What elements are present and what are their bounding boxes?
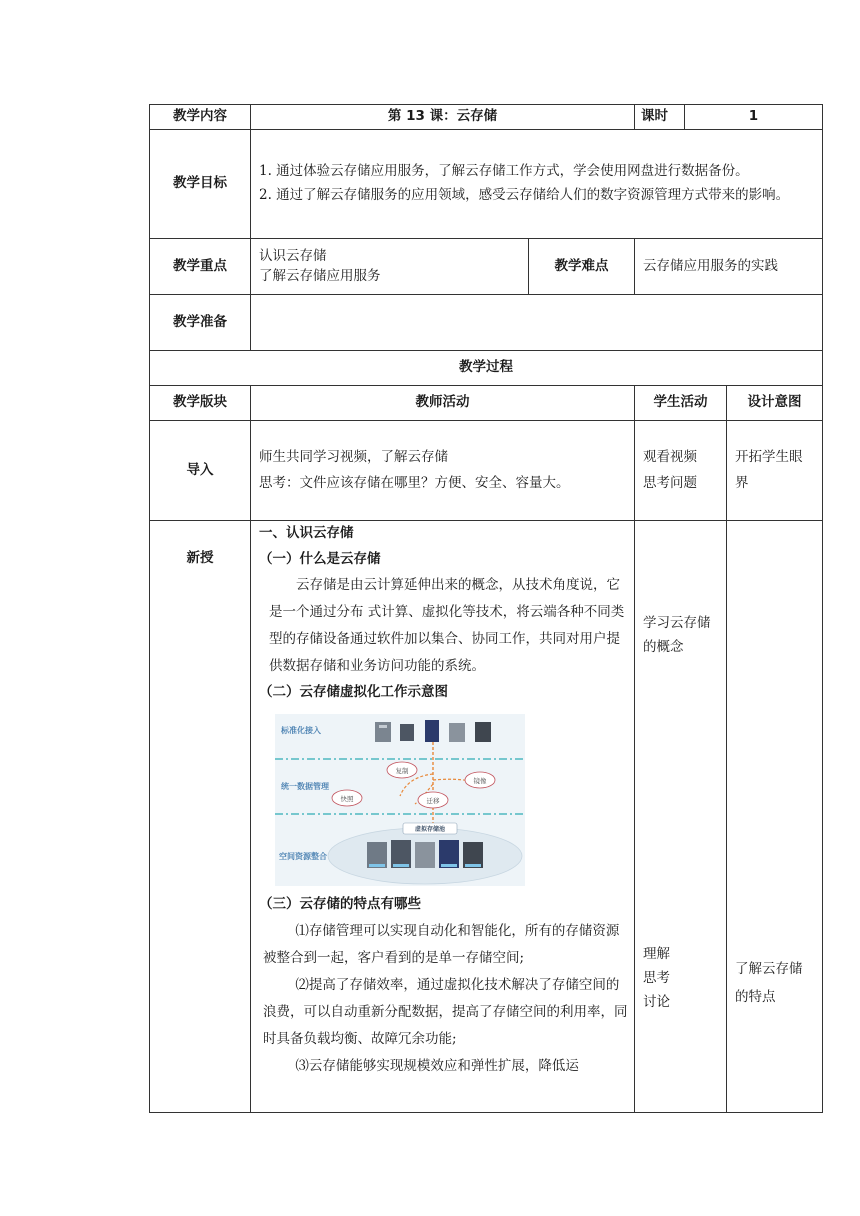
sub2-title: （二）云存储虚拟化工作示意图: [259, 684, 448, 701]
sub1-title: （一）什么是云存储: [259, 550, 381, 567]
intro-block-label: 导入: [150, 421, 251, 521]
process-header-row: [150, 386, 823, 421]
focus-line-2: 了解云存储应用服务: [259, 267, 381, 284]
new-design: [727, 521, 823, 1113]
focus-label: 教学重点: [150, 239, 251, 295]
layer2-label: 统一数据管理: [281, 781, 329, 791]
goals-row: [150, 130, 823, 239]
tag-snapshot: 快照: [340, 794, 354, 803]
intro-row: [150, 421, 823, 521]
pool-label: 虚拟存储池: [414, 825, 446, 833]
layer3-label: 空间资源整合: [279, 851, 327, 861]
layer1-label: 标准化接入: [281, 725, 321, 735]
focus-line-1: 认识云存储: [259, 247, 327, 264]
prep-label: 教学准备: [150, 295, 251, 351]
process-title: 教学过程: [150, 351, 823, 386]
student-concept: [643, 611, 718, 660]
focus-row: [150, 239, 823, 295]
design-features-line-2: 的特点: [735, 989, 776, 1006]
sub3-title: （三）云存储的特点有哪些: [259, 895, 421, 912]
new-lesson-row: [150, 521, 823, 1113]
col-student-header: 学生活动: [635, 386, 727, 421]
process-title-row: [150, 351, 823, 386]
col-design-header: 设计意图: [727, 386, 823, 421]
intro-teacher-line-1: 师生共同学习视频，了解云存储: [259, 448, 448, 465]
feature-1: ⑴存储管理可以实现自动化和智能化，所有的存储资源被整合到一起，客户看到的是单一存储空间;: [263, 922, 620, 966]
hours-label: 课时: [635, 105, 685, 130]
student-features: [643, 942, 718, 1015]
virtualization-diagram: [275, 714, 525, 886]
intro-student: [635, 421, 727, 521]
intro-design: 开拓学生眼界: [727, 421, 823, 521]
feature-2: ⑵提高了存储效率，通过虚拟化技术解决了存储空间的浪费，可以自动重新分配数据，提高了存储空间的利用率，同时具备负载均衡、故障冗余功能;: [263, 976, 628, 1047]
col-teacher-header: 教师活动: [251, 386, 635, 421]
prep-row: [150, 295, 823, 351]
tag-mirror: 镜像: [473, 776, 487, 785]
feature-3: ⑶云存储能够实现规模效应和弹性扩展，降低运: [295, 1057, 579, 1074]
goal-item-1: 1. 通过体验云存储应用服务，了解云存储工作方式，学会使用网盘进行数据备份。: [259, 163, 749, 180]
intro-teacher: [251, 421, 635, 521]
lesson-plan-table: [149, 104, 823, 1113]
student-features-line-2: 思考: [643, 969, 670, 986]
storage-array-icons: [367, 840, 483, 868]
new-student: [635, 521, 727, 1113]
lesson-plan: [149, 104, 822, 1113]
student-features-line-1: 理解: [643, 945, 670, 962]
difficulty-value: 云存储应用服务的实践: [635, 239, 823, 295]
hours-value: 1: [685, 105, 823, 130]
intro-student-line-1: 观看视频: [643, 448, 697, 465]
focus-content: [251, 239, 529, 295]
difficulty-label: 教学难点: [529, 239, 635, 295]
goal-item-2: 2. 通过了解云存储服务的应用领域，感受云存储给人们的数字资源管理方式带来的影响。: [259, 187, 790, 203]
lesson-title: 第 13 课：云存储: [251, 105, 635, 130]
header-row: [150, 105, 823, 130]
goals-label: 教学目标: [150, 130, 251, 239]
design-features: [735, 955, 814, 1012]
new-block-label: 新授: [150, 521, 251, 1113]
sub1-text: 云存储是由云计算延伸出来的概念，从技术角度说，它是一个通过分布 式计算、虚拟化等技术，将云端各种不同类型的存储设备通过软件加以集合、协同工作，共同对用户提供数据存储和业务访问功能的系统。: [269, 577, 625, 675]
student-concept-line-2: 的概念: [643, 639, 684, 656]
tag-copy: 复制: [395, 766, 409, 775]
student-concept-line-1: 学习云存储: [643, 615, 711, 631]
student-features-line-3: 讨论: [643, 994, 670, 1011]
prep-value: [251, 295, 823, 351]
tag-migrate: 迁移: [426, 796, 440, 805]
design-features-line-1: 了解云存储: [735, 961, 803, 977]
intro-student-line-2: 思考问题: [643, 474, 697, 491]
content-label: 教学内容: [150, 105, 251, 130]
col-block-header: 教学版块: [150, 386, 251, 421]
goals-content: [251, 130, 823, 239]
sec1-title: 一、认识云存储: [259, 525, 354, 541]
new-teacher: [251, 521, 635, 1113]
intro-teacher-line-2: 思考：文件应该存储在哪里？方便、安全、容量大。: [259, 474, 570, 491]
